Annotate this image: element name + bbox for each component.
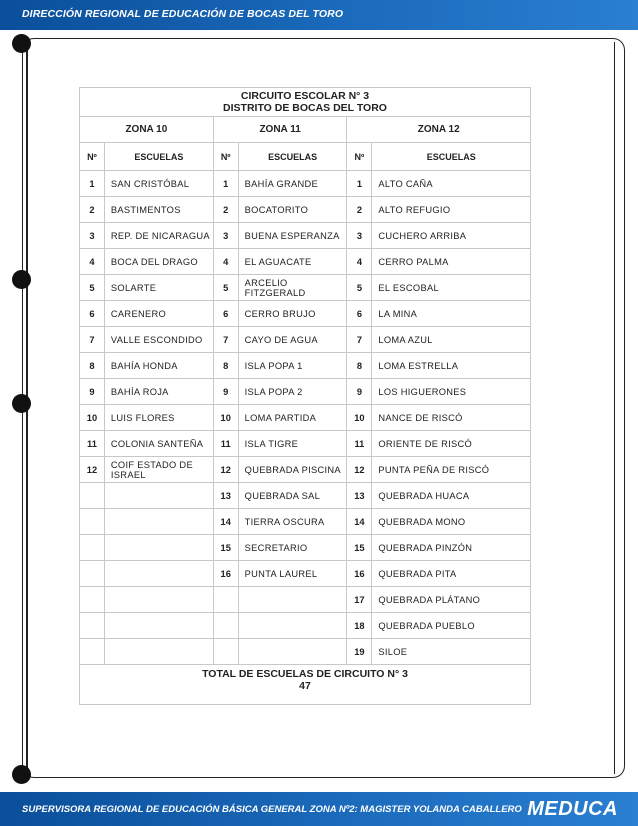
school-name: QUEBRADA SAL <box>238 483 347 509</box>
total-cell <box>80 665 531 705</box>
row-number: 12 <box>80 457 105 483</box>
row-number: 11 <box>80 431 105 457</box>
binder-hole <box>12 34 31 53</box>
school-name: BASTIMENTOS <box>104 197 213 223</box>
row-number: 14 <box>213 509 238 535</box>
table-row <box>80 301 531 327</box>
table-row <box>80 405 531 431</box>
row-number: 19 <box>347 639 372 665</box>
circuit-title: CIRCUITO ESCOLAR N° 3 <box>240 90 370 102</box>
row-number: 15 <box>347 535 372 561</box>
table-row <box>80 535 531 561</box>
row-number: 18 <box>347 613 372 639</box>
school-name: ISLA POPA 2 <box>238 379 347 405</box>
row-number: 1 <box>347 171 372 197</box>
row-number: 16 <box>347 561 372 587</box>
school-name: EL AGUACATE <box>238 249 347 275</box>
row-number: 12 <box>213 457 238 483</box>
row-number: 4 <box>213 249 238 275</box>
school-name: TIERRA OSCURA <box>238 509 347 535</box>
row-number: 16 <box>213 561 238 587</box>
row-number: 4 <box>347 249 372 275</box>
table-row <box>80 509 531 535</box>
school-name: ARCELIO FITZGERALD <box>238 275 347 301</box>
row-number: 7 <box>347 327 372 353</box>
school-name: ALTO CAÑA <box>372 171 531 197</box>
table-row <box>80 249 531 275</box>
row-number: 2 <box>213 197 238 223</box>
header-text: DIRECCIÓN REGIONAL DE EDUCACIÓN DE BOCAS DEL TORO <box>22 8 344 20</box>
school-name: LOS HIGUERONES <box>372 379 531 405</box>
school-name: CUCHERO ARRIBA <box>372 223 531 249</box>
footer-text: SUPERVISORA REGIONAL DE EDUCACIÓN BÁSICA GENERAL ZONA Nº2: MAGISTER YOLANDA CABALLERO <box>22 804 522 815</box>
row-number: 15 <box>213 535 238 561</box>
row-number: 9 <box>213 379 238 405</box>
row-number: 3 <box>213 223 238 249</box>
school-name: QUEBRADA PISCINA <box>238 457 347 483</box>
row-number: 6 <box>347 301 372 327</box>
row-number <box>80 639 105 665</box>
row-number: 7 <box>80 327 105 353</box>
row-number: 2 <box>347 197 372 223</box>
col-header-schools: ESCUELAS <box>104 143 213 171</box>
row-number <box>80 483 105 509</box>
row-number <box>213 587 238 613</box>
school-name: NANCE DE RISCÓ <box>372 405 531 431</box>
row-number <box>80 587 105 613</box>
school-name: BAHÍA HONDA <box>104 353 213 379</box>
row-number: 5 <box>213 275 238 301</box>
table-row <box>80 613 531 639</box>
table-row <box>80 431 531 457</box>
schools-table <box>79 87 531 705</box>
frame-right-line <box>614 42 615 774</box>
school-name <box>104 483 213 509</box>
row-number: 3 <box>347 223 372 249</box>
table-row <box>80 457 531 483</box>
table-title <box>80 88 531 117</box>
row-number: 1 <box>80 171 105 197</box>
zone-header: ZONA 10 <box>80 117 214 143</box>
school-name: COIF ESTADO DE ISRAEL <box>104 457 213 483</box>
school-name: QUEBRADA PUEBLO <box>372 613 531 639</box>
school-name: LUIS FLORES <box>104 405 213 431</box>
row-number: 6 <box>80 301 105 327</box>
row-number: 4 <box>80 249 105 275</box>
row-number: 7 <box>213 327 238 353</box>
col-header-number: Nº <box>347 143 372 171</box>
binder-hole <box>12 394 31 413</box>
table-row <box>80 639 531 665</box>
row-number: 12 <box>347 457 372 483</box>
row-number <box>213 613 238 639</box>
table-row <box>80 379 531 405</box>
row-number: 17 <box>347 587 372 613</box>
row-number: 8 <box>80 353 105 379</box>
school-name: BAHÍA GRANDE <box>238 171 347 197</box>
school-name: LOMA AZUL <box>372 327 531 353</box>
row-number: 9 <box>347 379 372 405</box>
row-number: 8 <box>213 353 238 379</box>
row-number <box>80 561 105 587</box>
binder-hole <box>12 765 31 784</box>
binder-hole <box>12 270 31 289</box>
table-row <box>80 223 531 249</box>
row-number: 13 <box>213 483 238 509</box>
school-name: SOLARTE <box>104 275 213 301</box>
col-header-number: Nº <box>213 143 238 171</box>
school-name <box>238 639 347 665</box>
table-row <box>80 171 531 197</box>
school-name: SECRETARIO <box>238 535 347 561</box>
col-header-number: Nº <box>80 143 105 171</box>
school-name: PUNTA PEÑA DE RISCÓ <box>372 457 531 483</box>
table-row <box>80 327 531 353</box>
row-number: 2 <box>80 197 105 223</box>
school-name <box>104 639 213 665</box>
school-name <box>238 587 347 613</box>
school-name: LOMA ESTRELLA <box>372 353 531 379</box>
school-name: CERRO PALMA <box>372 249 531 275</box>
school-name: CERRO BRUJO <box>238 301 347 327</box>
row-number <box>80 613 105 639</box>
table-row <box>80 353 531 379</box>
school-name: LA MINA <box>372 301 531 327</box>
header-bar <box>0 0 638 30</box>
school-name: ISLA POPA 1 <box>238 353 347 379</box>
row-number: 9 <box>80 379 105 405</box>
school-name: SILOE <box>372 639 531 665</box>
row-number: 1 <box>213 171 238 197</box>
school-name: ALTO REFUGIO <box>372 197 531 223</box>
school-name: CAYO DE AGUA <box>238 327 347 353</box>
school-name: BUENA ESPERANZA <box>238 223 347 249</box>
total-label: TOTAL DE ESCUELAS DE CIRCUITO N° 3 <box>202 668 408 680</box>
row-number <box>80 535 105 561</box>
school-name: ORIENTE DE RISCÓ <box>372 431 531 457</box>
col-header-schools: ESCUELAS <box>238 143 347 171</box>
school-name: QUEBRADA MONO <box>372 509 531 535</box>
row-number: 14 <box>347 509 372 535</box>
school-name: BOCATORITO <box>238 197 347 223</box>
school-name: ISLA TIGRE <box>238 431 347 457</box>
total-value: 47 <box>299 680 311 692</box>
row-number: 8 <box>347 353 372 379</box>
table-row <box>80 483 531 509</box>
school-name: SAN CRISTÓBAL <box>104 171 213 197</box>
row-number: 5 <box>347 275 372 301</box>
school-name <box>238 613 347 639</box>
school-name <box>104 535 213 561</box>
zone-header: ZONA 12 <box>347 117 531 143</box>
school-name: QUEBRADA PINZÓN <box>372 535 531 561</box>
table-row <box>80 561 531 587</box>
school-name: BAHÍA ROJA <box>104 379 213 405</box>
school-name: CARENERO <box>104 301 213 327</box>
school-name: QUEBRADA PLÁTANO <box>372 587 531 613</box>
school-name: COLONIA SANTEÑA <box>104 431 213 457</box>
school-name <box>104 509 213 535</box>
district-title: DISTRITO DE BOCAS DEL TORO <box>223 102 387 114</box>
row-number: 5 <box>80 275 105 301</box>
meduca-logo: MEDUCA <box>527 798 618 820</box>
row-number: 13 <box>347 483 372 509</box>
zone-header: ZONA 11 <box>213 117 347 143</box>
row-number: 11 <box>213 431 238 457</box>
row-number: 6 <box>213 301 238 327</box>
col-header-schools: ESCUELAS <box>372 143 531 171</box>
row-number: 10 <box>213 405 238 431</box>
row-number: 3 <box>80 223 105 249</box>
footer-bar <box>0 792 638 826</box>
school-name: QUEBRADA PITA <box>372 561 531 587</box>
row-number <box>80 509 105 535</box>
school-name: REP. DE NICARAGUA <box>104 223 213 249</box>
table-row <box>80 275 531 301</box>
row-number: 11 <box>347 431 372 457</box>
row-number <box>213 639 238 665</box>
school-name: QUEBRADA HUACA <box>372 483 531 509</box>
row-number: 10 <box>347 405 372 431</box>
school-name: VALLE ESCONDIDO <box>104 327 213 353</box>
table-row <box>80 197 531 223</box>
school-name <box>104 613 213 639</box>
school-name: EL ESCOBAL <box>372 275 531 301</box>
school-name: LOMA PARTIDA <box>238 405 347 431</box>
row-number: 10 <box>80 405 105 431</box>
school-name <box>104 587 213 613</box>
school-name: PUNTA LAUREL <box>238 561 347 587</box>
school-name <box>104 561 213 587</box>
school-name: BOCA DEL DRAGO <box>104 249 213 275</box>
table-row <box>80 587 531 613</box>
